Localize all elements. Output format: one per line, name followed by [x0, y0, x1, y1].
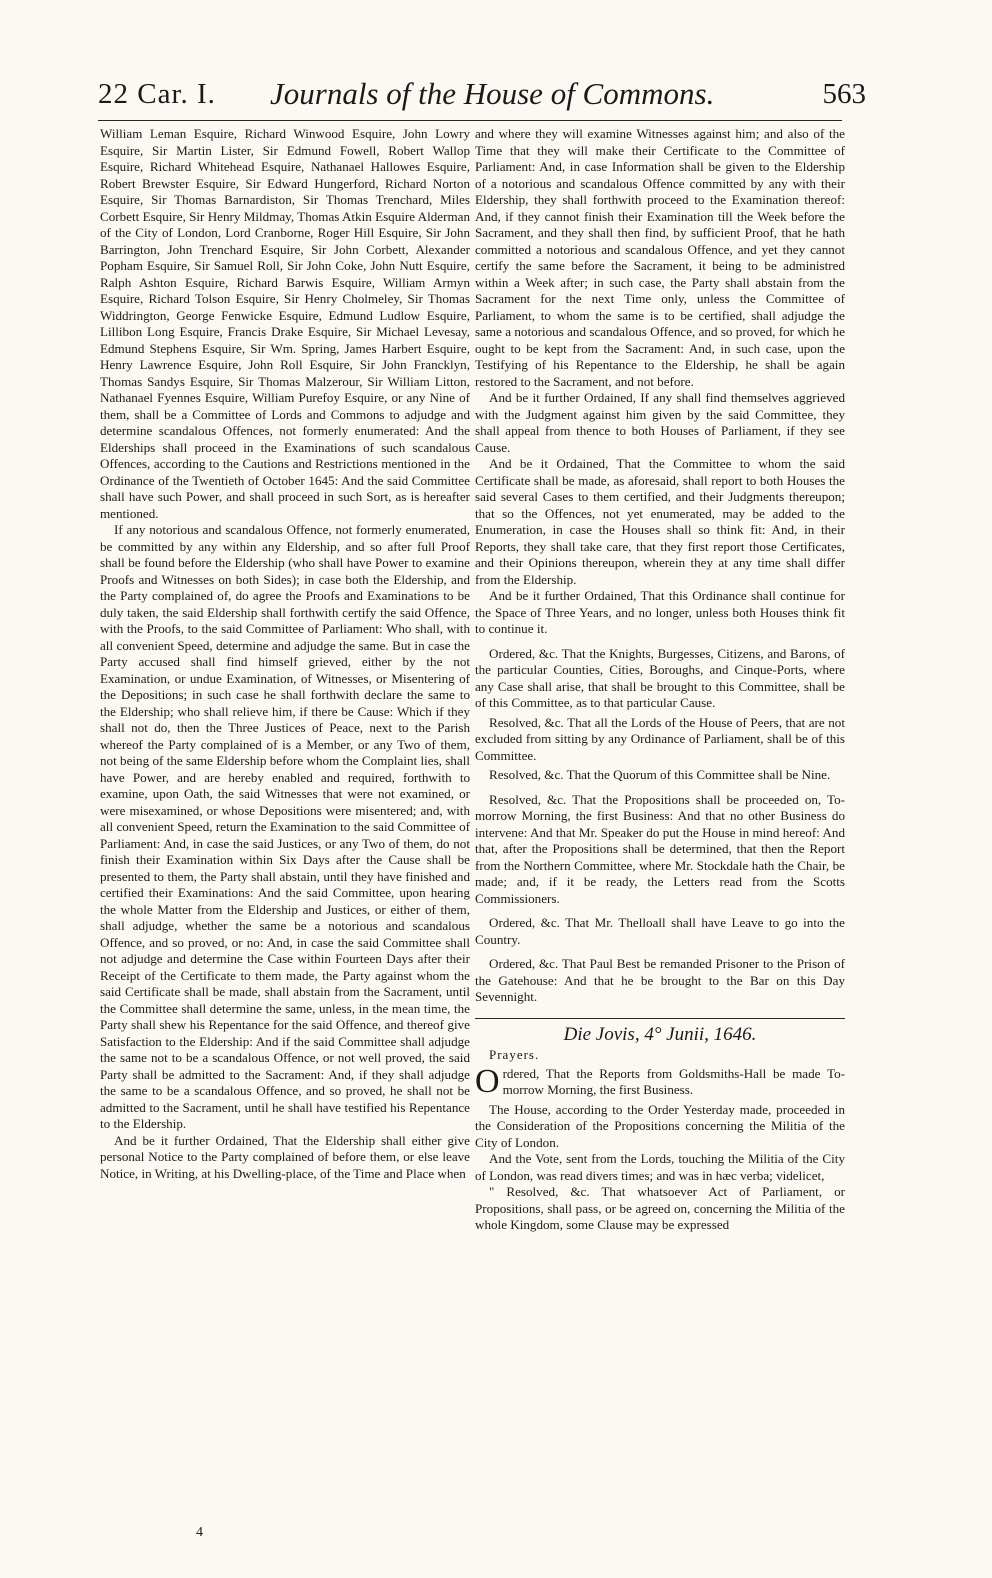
- appeal-paragraph: And be it further Ordained, If any shall find themselves aggrieved with the Judgment against him given by the said Committee, they shall appeal from thence to both Houses of Parliament, if they see Cause.: [475, 390, 845, 455]
- drop-cap: O: [475, 1062, 500, 1100]
- duration-paragraph: And be it further Ordained, That this Ordinance shall continue for the Space of Three Years, and no longer, unless both Houses think fit to continue it.: [475, 588, 845, 636]
- committee-members-paragraph: William Leman Esquire, Richard Winwood Esquire, John Lowry Esquire, Sir Martin Lister, Sir Edmund Fowell, Robert Wallop Esquire, Richard Whitehead Esquire, Nathanael Hallowes Esquire, Robert Brewster Esquire, Sir Edward Hungerford, Richard Norton Esquire, Sir Thomas Barnardiston, Sir Thomas Trenchard, Miles Corbett Esquire, Sir Henry Mildmay, Thomas Atkin Esquire Alderman of the City of London, Lord Cranborne, Roger Hill Esquire, Sir John Barrington, John Trenchard Esquire, Sir John Corbett, Alexander Popham Esquire, Sir Samuel Roll, Sir John Coke, John Nutt Esquire, Ralph Ashton Esquire, Richard Barwis Esquire, William Armyn Esquire, Richard Tolson Esquire, Sir Henry Cholmeley, Sir Thomas Widdrington, George Fenwicke Esquire, Edmund Ludlow Esquire, Lillibon Long Esquire, Francis Drake Esquire, Sir Michael Levesay, Edmund Stephens Esquire, Sir Wm. Spring, James Harbert Esquire, Henry Lawrence Esquire, John Roll Esquire, Sir John Francklyn, Thomas Sandys Esquire, Sir Thomas Malzerour, Sir William Litton, Nathanael Fyennes Esquire, William Purefoy Esquire, or any Nine of them, shall be a Committee of Lords and Commons to adjudge and determine scandalous Offences, not formerly enumerated: And the Elderships shall proceed in the Examinations of such scandalous Offences, according to the Cautions and Restrictions mentioned in the Ordinance of the Twentieth of October 1645: And the said Committee shall have such Power, and shall proceed in such Sort, as is hereafter mentioned.: [100, 126, 470, 521]
- day-entry: And the Vote, sent from the Lords, touching the Militia of the City of London, was read divers times; and was in hæc verba; videlicet,: [475, 1151, 845, 1183]
- right-column: [475, 126, 845, 1234]
- regnal-year: 22 Car. I.: [98, 78, 216, 110]
- continuation-paragraph: and where they will examine Witnesses against him; and also of the Time that they will make their Certificate to the Committee of Parliament: And, in case Information shall be given to the Eldership of a notorious and scandalous Offence committed by any with their Eldership, they shall forthwith proceed to the Examination thereof: And, if they cannot finish their Examination till the Week before the Sacrament, and they shall then find, by sufficient Proof, that he hath committed a notorious and scandalous Offence, and yet they cannot certify the same before the Sacrament, it being to be administred within a Week after; in such case, the Party shall abstain from the Sacrament for the next Time only, unless the Committee of Parliament, to whom the same is to be certified, shall adjudge the same a notorious and scandalous Offence, and so proved, for which he ought to be kept from the Sacrament: And, in such case, upon the Testifying of his Repentance to the Eldership, he shall be again restored to the Sacrament, and not before.: [475, 126, 845, 389]
- order-entry: Resolved, &c. That the Quorum of this Committee shall be Nine.: [489, 767, 831, 782]
- order-entry: Ordered, &c. That Paul Best be remanded Prisoner to the Prison of the Gatehouse: And that he be brought to the Bar on this Day Sevennight.: [475, 956, 845, 1004]
- signature-mark: 4: [196, 1525, 203, 1540]
- prayers-label: Prayers.: [489, 1047, 540, 1062]
- page-number: 563: [822, 78, 866, 110]
- day-entry: The House, according to the Order Yesterday made, proceeded in the Consideration of the Propositions concerning the Militia of the City of London.: [475, 1101, 845, 1150]
- day-entry: " Resolved, &c. That whatsoever Act of Parliament, or Propositions, shall pass, or be agreed on, concerning the Militia of the whole Kingdom, some Clause may be expressed: [475, 1184, 845, 1232]
- left-column: [100, 126, 470, 1182]
- first-day-entry: Ordered, That the Reports from Goldsmiths-Hall be made To-morrow Morning, the first Business.: [475, 1062, 845, 1100]
- notice-paragraph: And be it further Ordained, That the Eldership shall either give personal Notice to the Party complained of before them, or else leave Notice, in Writing, at his Dwelling-place, of the Time and Place when: [100, 1132, 470, 1181]
- order-entry: Ordered, &c. That the Knights, Burgesses, Citizens, and Barons, of the particular Counties, Cities, Boroughs, and Cinque-Ports, where any Case shall arise, that shall be brought to this Committee, shall be of this Committee, as to that particular Cause.: [475, 645, 845, 710]
- order-entry: Ordered, &c. That Mr. Thelloall shall have Leave to go into the Country.: [475, 915, 845, 947]
- order-entry: Resolved, &c. That all the Lords of the House of Peers, that are not excluded from sitting by any Ordinance of Parliament, shall be of this Committee.: [475, 714, 845, 763]
- order-entry: Resolved, &c. That the Propositions shall be proceeded on, To-morrow Morning, the first Business: And that no other Business do intervene: And that Mr. Speaker do put the House in mind hereof: And that, after the Propositions shall be determined, that then the Report from the Northern Committee, where Mr. Stockdale hath the Chair, be made; and, if it be ready, the Letters read from the Scotts Commissioners.: [475, 791, 845, 906]
- offence-procedure-paragraph: If any notorious and scandalous Offence, not formerly enumerated, be committed by any within any Eldership, and so after full Proof shall be found before the Eldership (who shall have Power to examine Proofs and Witnesses on both Sides); in case both the Eldership, and the Party complained of, do agree the Proofs and Examinations to be duly taken, the said Eldership shall forthwith certify the said Offence, with the Proofs, to the said Committee of Parliament: Who shall, with all convenient Speed, determine and adjudge the same. But in case the Party accused shall find himself grieved, either by the not Examination, or undue Examination, of Witnesses, or Misentering of the Depositions; in such case he shall forthwith declare the same to the Eldership; who shall relieve him, if there be Cause: Which if they shall not do, then the Three Justices of Peace, next to the Parish whereof the Party complained of is a Member, or any Two of them, not being of the same Eldership before whom the Complaint lies, shall have Power, and are hereby enabled and required, forthwith to examine, upon Oath, the said Witnesses that were not examined, or were misexamined, or whose Depositions were misentered; and, with all convenient Speed, return the Examination to the said Committee of Parliament: And, in case the said Justices, or any Two of them, do not finish their Examination within Six Days after the Cause shall be presented to them, the Party shall abstain, until they have finished and certified their Examinations: And the said Committee, upon hearing the whole Matter from the Eldership and Justices, or either of them, shall adjudge, whether the same be a notorious and scandalous Offence, and so proved, or no: And, in case the said Committee shall not adjudge and determine the Case within Fourteen Days after their Receipt of the Certificate to them made, the Party against whom the said Certificate shall be made, shall abstain from the Sacrament, until the Committee shall determine the same, unless, in the mean time, the Party shall shew his Repentance for the said Offence, and thereof give Satisfaction to the Eldership: And if the said Committee shall adjudge the same not to be a scandalous Offence, or not well proved, the said Party shall be admitted to the Sacrament: And, if they shall adjudge the same to be a scandalous Offence, and so proved, he shall not be admitted to the Sacrament, until he shall have testified his Repentance to the Eldership.: [100, 522, 470, 1131]
- day-heading: Die Jovis, 4° Junii, 1646.: [563, 1023, 757, 1045]
- report-paragraph: And be it Ordained, That the Committee to whom the said Certificate shall be made, as aforesaid, shall report to both Houses the said several Cases to them certified, and their Judgments thereupon; that so the Offences, not yet enumerated, may be added to the Enumeration, in case the Houses shall so think fit: And, in their Reports, they shall take care, that they first report those Certificates, and their Opinions thereupon, wherein they at any time shall differ from the Eldership.: [475, 456, 845, 587]
- section-divider: [475, 1018, 845, 1019]
- page-header: [98, 72, 866, 121]
- journal-title: Journals of the House of Commons.: [270, 76, 715, 111]
